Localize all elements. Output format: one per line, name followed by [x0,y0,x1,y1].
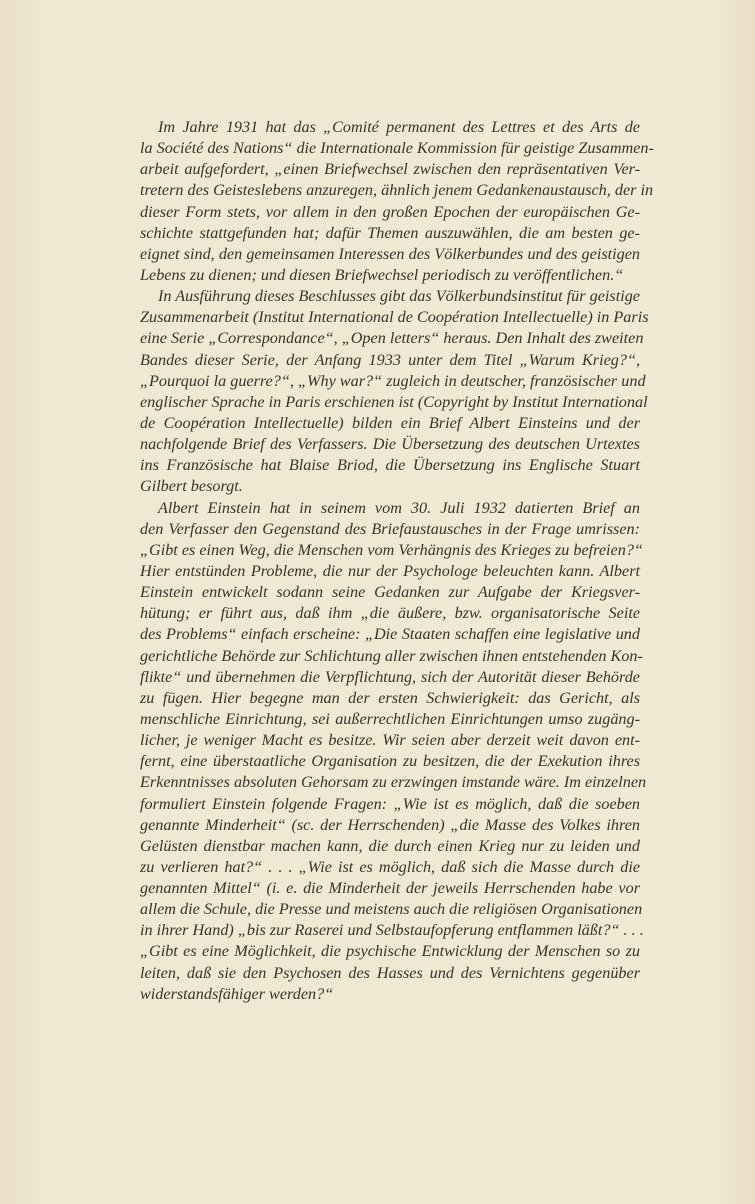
text-line: Lebens zu dienen; und diesen Briefwechsel periodisch zu veröffentlichen.“ [140,265,624,284]
text-line: Einstein entwickelt sodann seine Gedanken zur Aufgabe der Kriegsver- [140,583,640,602]
text-line: schichte stattgefunden hat; dafür Themen auszuwählen, die am besten ge- [140,223,640,242]
text-line: des Problems“ einfach erscheine: „Die Staaten schaffen eine legislative und [140,625,640,644]
text-line: flikte“ und übernehmen die Verpflichtung, sich der Autorität dieser Behörde [140,667,640,686]
text-line: arbeit aufgefordert, „einen Briefwechsel zwischen den repräsentativen Ver- [140,160,640,179]
text-line: In Ausführung dieses Beschlusses gibt das Völkerbundsinstitut für geistige [158,287,640,306]
text-line: dieser Form stets, vor allem in den großen Epochen der europäischen Ge- [140,202,640,221]
text-line: „Gibt es einen Weg, die Menschen vom Verhängnis des Krieges zu befreien?“ [140,540,643,559]
text-line: de Coopération Intellectuelle) bilden ein Brief Albert Einsteins und der [140,413,640,432]
text-line: Bandes dieser Serie, der Anfang 1933 unter dem Titel „Warum Krieg?“, [140,350,640,369]
text-line: formuliert Einstein folgende Fragen: „Wie ist es möglich, daß die soeben [140,794,640,813]
text-line: nachfolgende Brief des Verfassers. Die Übersetzung des deutschen Urtextes [140,435,640,454]
text-line: tretern des Geisteslebens anzuregen, ähnlich jenem Gedankenaustausch, der in [140,181,654,200]
text-line: licher, je weniger Macht es besitze. Wir seien aber derzeit weit davon ent- [140,731,640,750]
text-line: hütung; er führt aus, daß ihm „die äußere, bzw. organisatorische Seite [140,604,640,623]
text-line: eignet sind, den gemeinsamen Interessen des Völkerbundes und des geistigen [140,244,640,263]
text-line: gerichtliche Behörde zur Schlichtung aller zwischen ihnen entstehenden Kon- [140,646,643,665]
text-line: allem die Schule, die Presse und meistens auch die religiösen Organisationen [140,900,643,919]
text-line: eine Serie „Correspondance“, „Open letters“ heraus. Den Inhalt des zweiten [140,329,644,348]
text-line: Gilbert besorgt. [140,477,243,496]
text-line: Hier entstünden Probleme, die nur der Psychologe beleuchten kann. Albert [140,561,640,580]
text-line: fernt, eine überstaatliche Organisation zu besitzen, die der Exekution ihres [140,752,640,771]
text-line: Zusammenarbeit (Institut International de Coopération Intellectuelle) in Paris [140,308,649,327]
text-line: leiten, daß sie den Psychosen des Hasses und des Vernichtens gegenüber [140,963,640,982]
text-line: widerstandsfähiger werden?“ [140,984,334,1003]
text-line: genannte Minderheit“ (sc. der Herrschenden) „die Masse des Volkes ihren [140,815,640,834]
text-line: den Verfasser den Gegenstand des Briefaustausches in der Frage umrissen: [140,519,640,538]
text-line: Erkenntnisses absoluten Gehorsam zu erzwingen imstande wäre. Im einzelnen [140,773,647,792]
text-line: menschliche Einrichtung, sei außerrechtlichen Einrichtungen umso zugäng- [140,709,640,728]
text-line: ins Französische hat Blaise Briod, die Übersetzung ins Englische Stuart [140,456,640,475]
text-line: la Société des Nations“ die Internationale Kommission für geistige Zusammen- [140,139,654,158]
text-line: englischer Sprache in Paris erschienen ist (Copyright by Institut International [140,392,648,411]
text-line: „Gibt es eine Möglichkeit, die psychische Entwicklung der Menschen so zu [140,942,640,961]
text-line: Albert Einstein hat in seinem vom 30. Juli 1932 datierten Brief an [158,498,640,517]
text-line: genannten Mittel“ (i. e. die Minderheit der jeweils Herrschenden habe vor [140,879,640,898]
text-line: „Pourquoi la guerre?“, „Why war?“ zugleich in deutscher, französischer und [140,371,646,390]
text-line: in ihrer Hand) „bis zur Raserei und Selbstaufopferung entflammen läßt?“ . . . [140,921,644,940]
text-line: Im Jahre 1931 hat das „Comité permanent des Lettres et des Arts de [158,118,640,136]
text-line: zu fügen. Hier begegne man der ersten Schwierigkeit: das Gericht, als [140,688,640,707]
text-line: Gelüsten dienstbar machen kann, die durch einen Krieg nur zu leiden und [140,836,640,855]
text-line: zu verlieren hat?“ . . . „Wie ist es möglich, daß sich die Masse durch die [140,857,640,876]
body-text [140,117,654,1005]
